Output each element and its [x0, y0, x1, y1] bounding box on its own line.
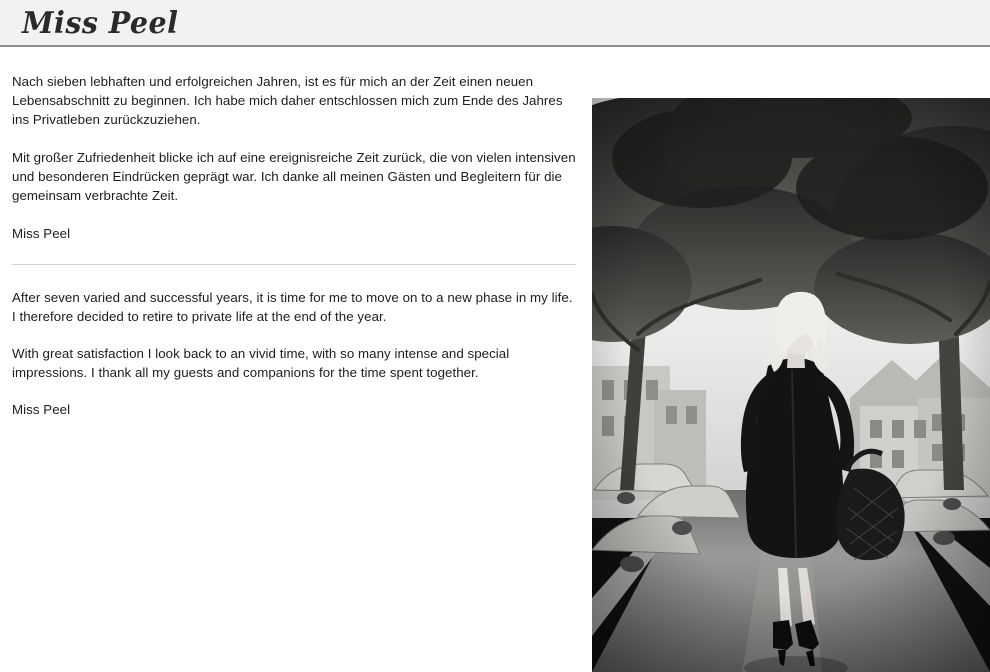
- message-english: [12, 288, 576, 419]
- paragraph: Mit großer Zufriedenheit blicke ich auf eine ereignisreiche Zeit zurück, die von vielen intensiven und besonderen Eindrücken geprägt war. Ich danke all meinen Gästen und Begleitern für die gemeinsam verbrachte Zeit.: [12, 150, 576, 203]
- page-content: [0, 47, 990, 625]
- paragraph: After seven varied and successful years, it is time for me to move on to a new phase in my life. I therefore decided to retire to private life at the end of the year.: [12, 290, 573, 324]
- site-header: [0, 0, 990, 47]
- message-german: [12, 72, 576, 243]
- paragraph: With great satisfaction I look back to an vivid time, with so many intense and special impressions. I thank all my guests and companions for the time spent together.: [12, 346, 510, 380]
- text-column: [12, 72, 576, 437]
- hero-photo: [592, 98, 990, 672]
- signature-german: Miss Peel: [12, 226, 71, 241]
- paragraph: Nach sieben lebhaften und erfolgreichen Jahren, ist es für mich an der Zeit einen neuen Lebensabschnitt zu beginnen. Ich habe mich daher entschlossen mich zum Ende des Jahres ins Privatleben zurückzuziehen.: [12, 74, 563, 127]
- site-brand-logo[interactable]: Miss Peel: [22, 6, 179, 41]
- section-divider: [12, 264, 576, 265]
- signature-english: Miss Peel: [12, 402, 71, 417]
